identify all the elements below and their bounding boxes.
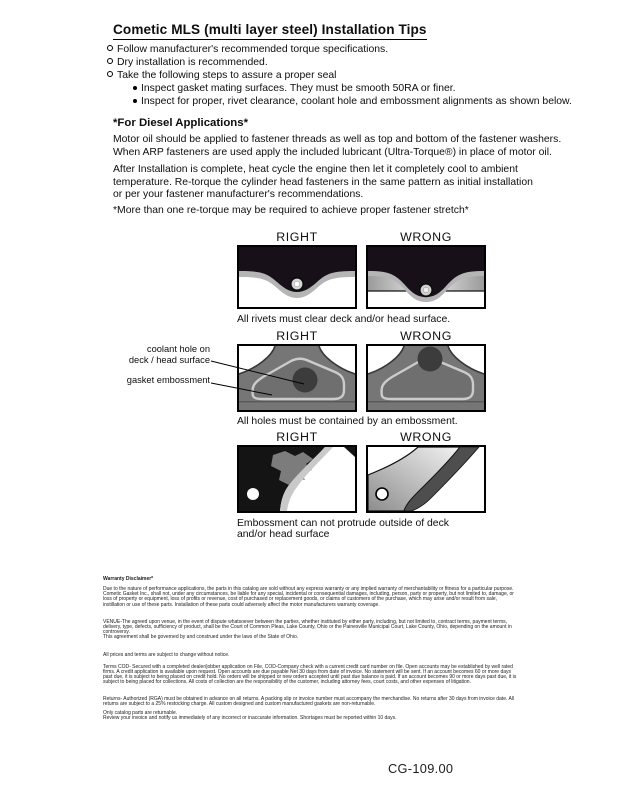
paragraph-line: After Installation is complete, heat cycle the engine then let it completely cool to ambient [113,164,518,175]
figure1-caption: All rivets must clear deck and/or head surface. [237,314,451,325]
warranty-paragraph: All prices and terms are subject to change without notice. [103,652,230,659]
warranty-paragraph: Returns- Authorized (RGA) must be obtained in advance on all returns. A packing slip or invoice number must accompany the merchandise. No returns after 30 days from invoice date. All returns are subject to a 25% restocking charge. All custom designed and custom manufactured gaskets are non-returnable. [103,696,515,708]
warranty-heading: Warranty Disclaimer* [103,576,154,582]
page-number: CG-109.00 [388,761,454,776]
warranty-paragraph: Review your invoice and notify us immediately of any incorrect or inaccurate information. Shortages must be reported within 10 days. [103,714,397,721]
rivet-wrong-illustration [368,247,484,307]
sub-tip-item [133,82,572,95]
embossment-right-illustration [239,447,355,511]
embossment-wrong-illustration [368,447,484,511]
paragraph-line: temperature. Re-torque the cylinder head fasteners in the same pattern as initial installation [113,176,533,188]
tip-item [107,69,572,82]
rivet-right-illustration [239,247,355,307]
figure1-label-wrong: WRONG [400,230,452,244]
hollow-bullet-icon [107,71,113,77]
warranty-paragraph: Terms COD- Secured with a completed dealer/jobber application on File, COD-Company check with a current credit card number on file. Open accounts may be established by well rated firms. A credit application is available upon request. Open accounts are due payable Net 30 days from date of invoice. No statement will be sent. If an account becomes 60 or more days past due, it is subject to being placed on credit hold. No orders will be shipped or new orders accepted until past due balance is paid. If an account becomes 90 or more days past due, it is subject to being placed for collections. All costs of collection are the responsibility of the customer, including attorney fees, court costs, and other expenses of litigation. [103,663,517,686]
figure2-label-wrong: WRONG [400,329,452,343]
bolt-hole-icon [247,488,259,500]
annotation-gasket-embossment: gasket embossment [126,374,210,385]
figure2-annotations [98,344,210,385]
paragraph-line: Motor oil should be applied to fastener threads as well as top and bottom of the fastener washers. [113,134,562,145]
figure2-caption: All holes must be contained by an embossment. [237,416,458,427]
figure3-label-wrong: WRONG [400,430,452,444]
embossment-wrong-diagram [366,445,486,513]
bolt-hole-icon [376,488,388,500]
hollow-bullet-icon [107,58,113,64]
diesel-paragraph-1 [113,134,561,159]
figure3-caption: and/or head surface [237,529,330,540]
diesel-heading: *For Diesel Applications* [113,117,249,129]
tip-item [107,56,572,69]
figure3-label-right: RIGHT [276,430,318,444]
coolant-wrong-illustration [368,346,484,410]
tip-text: Inspect for proper, rivet clearance, coolant hole and embossment alignments as shown below. [141,96,572,107]
page-title: Cometic MLS (multi layer steel) Installation Tips [113,22,427,40]
retorque-note: *More than one re-torque may be required to achieve proper fastener stretch* [113,205,469,216]
figure2-label-right: RIGHT [276,329,318,343]
figure1-label-right: RIGHT [276,230,318,244]
embossment-right-diagram [237,445,357,513]
warranty-paragraph: VENUE-The agreed upon venue, in the event of dispute whatsoever between the parties, whether instituted by either party, including, but not limited to, contract terms, payment terms, delivery, type, defects, sufficiency of product, shall be the Court of Common Pleas, Lake County, Ohio or the Painesville Municipal Court, Lake County, Ohio, depending on the amount in controversy. [103,618,512,636]
filled-bullet-icon [133,86,137,90]
rivet-wrong-diagram [366,245,486,309]
sub-tip-item [133,95,572,108]
figure3-caption: Embossment can not protrude outside of deck [237,518,449,529]
warranty-paragraph: Only catalog parts are returnable. [103,709,178,716]
tip-text: Dry installation is recommended. [117,57,268,68]
filled-bullet-icon [133,99,137,103]
warranty-paragraph: Due to the nature of performance applications, the parts in this catalog are sold without any express warranty or any implied warranty of merchantability or fitness for a particular purpose. Cometic Gasket Inc., shall not, under any circumstances, be liable for any special, incidental or consequential damages, including, person, party or property, but not limited to, damage, or loss of property or equipment, loss of profits or revenue, cost of purchased or replacement goods, or claims of customers of the purchase, which may arise and/or result from sale, instillation or use of these parts. Installation of these parts could adversely affect the motor manufacturers warranty coverage. [103,586,514,608]
tip-text: Follow manufacturer's recommended torque specifications. [117,44,389,55]
coolant-wrong-diagram [366,344,486,412]
warranty-paragraph: This agreement shall be governed by and construed under the laws of the State of Ohio. [103,634,299,641]
tip-text: Inspect gasket mating surfaces. They must be smooth 50RA or finer. [141,83,456,94]
warranty-disclaimer [103,577,519,721]
rivet-right-diagram [237,245,357,309]
annotation-coolant-hole: coolant hole on [146,344,210,354]
hollow-bullet-icon [107,45,113,51]
tip-item [107,43,572,56]
tip-text: Take the following steps to assure a proper seal [117,70,337,81]
annotation-coolant-hole: deck / head surface [128,354,210,365]
coolant-hole-icon [418,347,443,372]
paragraph-line: When ARP fasteners are used apply the included lubricant (Ultra-Torque®) in place of motor oil. [113,146,552,158]
paragraph-line: or per your fastener manufacturer's recommendations. [113,189,364,201]
annotation-leader-lines [205,352,320,402]
diesel-paragraph-2 [113,164,533,202]
tip-list [107,43,572,108]
